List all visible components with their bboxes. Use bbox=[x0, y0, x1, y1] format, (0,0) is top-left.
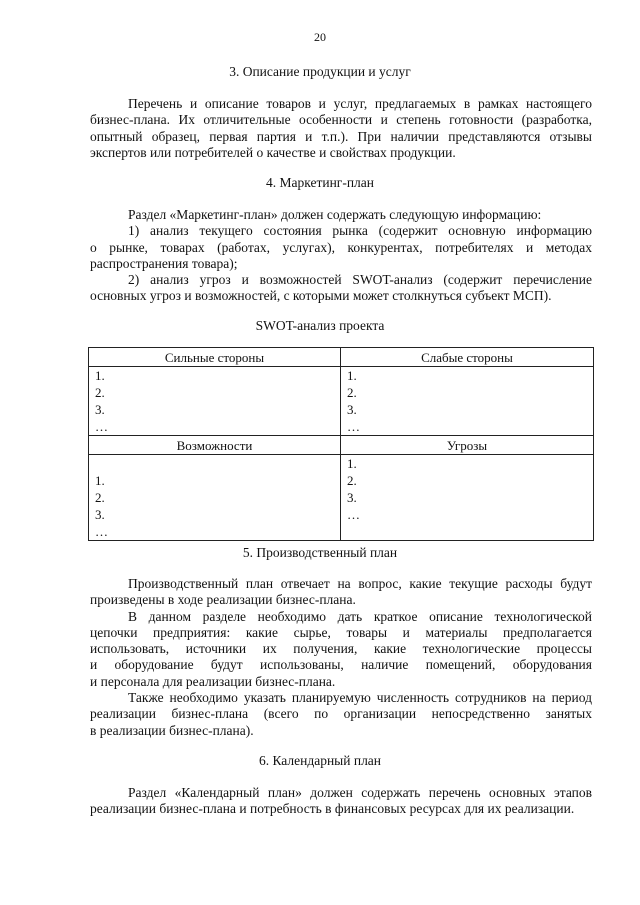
swot-threats-cell: 1. 2. 3. … bbox=[341, 455, 594, 541]
section-5-paragraph: Производственный план отвечает на вопрос, какие текущие расходы будут произведены в ходе реализации бизнес-плана. В данном разделе необходимо дать краткое описание технологической цепочки предприятия: какие сырье, товары и материалы предполагается использовать, источники их получения, какие технологические процессы и оборудование будут использованы, наличие помещений, оборудования и персонала для реализации бизнес-плана. Также необходимо указать планируемую численность сотрудников на период реализации бизнес-плана (всего по организации непосредственно занятых в реализации бизнес-плана). bbox=[90, 576, 592, 738]
swot-title: SWOT-анализ проекта bbox=[255, 318, 385, 333]
swot-weaknesses-header: Слабые стороны bbox=[341, 348, 594, 367]
swot-weaknesses-cell: 1. 2. 3. … bbox=[341, 367, 594, 436]
section-4-paragraph: Раздел «Маркетинг-план» должен содержать следующую информацию: 1) анализ текущего состояния рынка (содержит основную информацию о рынке, товарах (работах, услугах), конкурентах, потребителях и методах распространения товара); 2) анализ угроз и возможностей SWOT-анализ (содержит перечисление основных угроз и возможностей, с которыми может столкнуться субъект МСП). bbox=[90, 207, 592, 304]
swot-opportunities-cell: 1. 2. 3. … bbox=[89, 455, 341, 541]
swot-strengths-header: Сильные стороны bbox=[89, 348, 341, 367]
section-3-paragraph: Перечень и описание товаров и услуг, предлагаемых в рамках настоящего бизнес-плана. Их отличительные особенности и степень готовности (разработка, опытный образец, первая партия и т.п.). При наличии представляются отзывы экспертов или потребителей о качестве и свойствах продукции. bbox=[90, 96, 592, 160]
swot-opportunities-header: Возможности bbox=[89, 436, 341, 455]
section-6-heading: 6. Календарный план bbox=[258, 753, 382, 768]
section-4-heading: 4. Маркетинг-план bbox=[265, 175, 375, 190]
swot-table bbox=[88, 347, 594, 541]
swot-strengths-cell: 1. 2. 3. … bbox=[89, 367, 341, 436]
section-5-heading: 5. Производственный план bbox=[242, 545, 398, 560]
section-3-heading: 3. Описание продукции и услуг bbox=[229, 64, 411, 79]
page-number: 20 bbox=[314, 30, 326, 44]
swot-threats-header: Угрозы bbox=[341, 436, 594, 455]
section-6-paragraph: Раздел «Календарный план» должен содержать перечень основных этапов реализации бизнес-плана и потребность в финансовых ресурсах для их реализации. bbox=[90, 785, 592, 817]
